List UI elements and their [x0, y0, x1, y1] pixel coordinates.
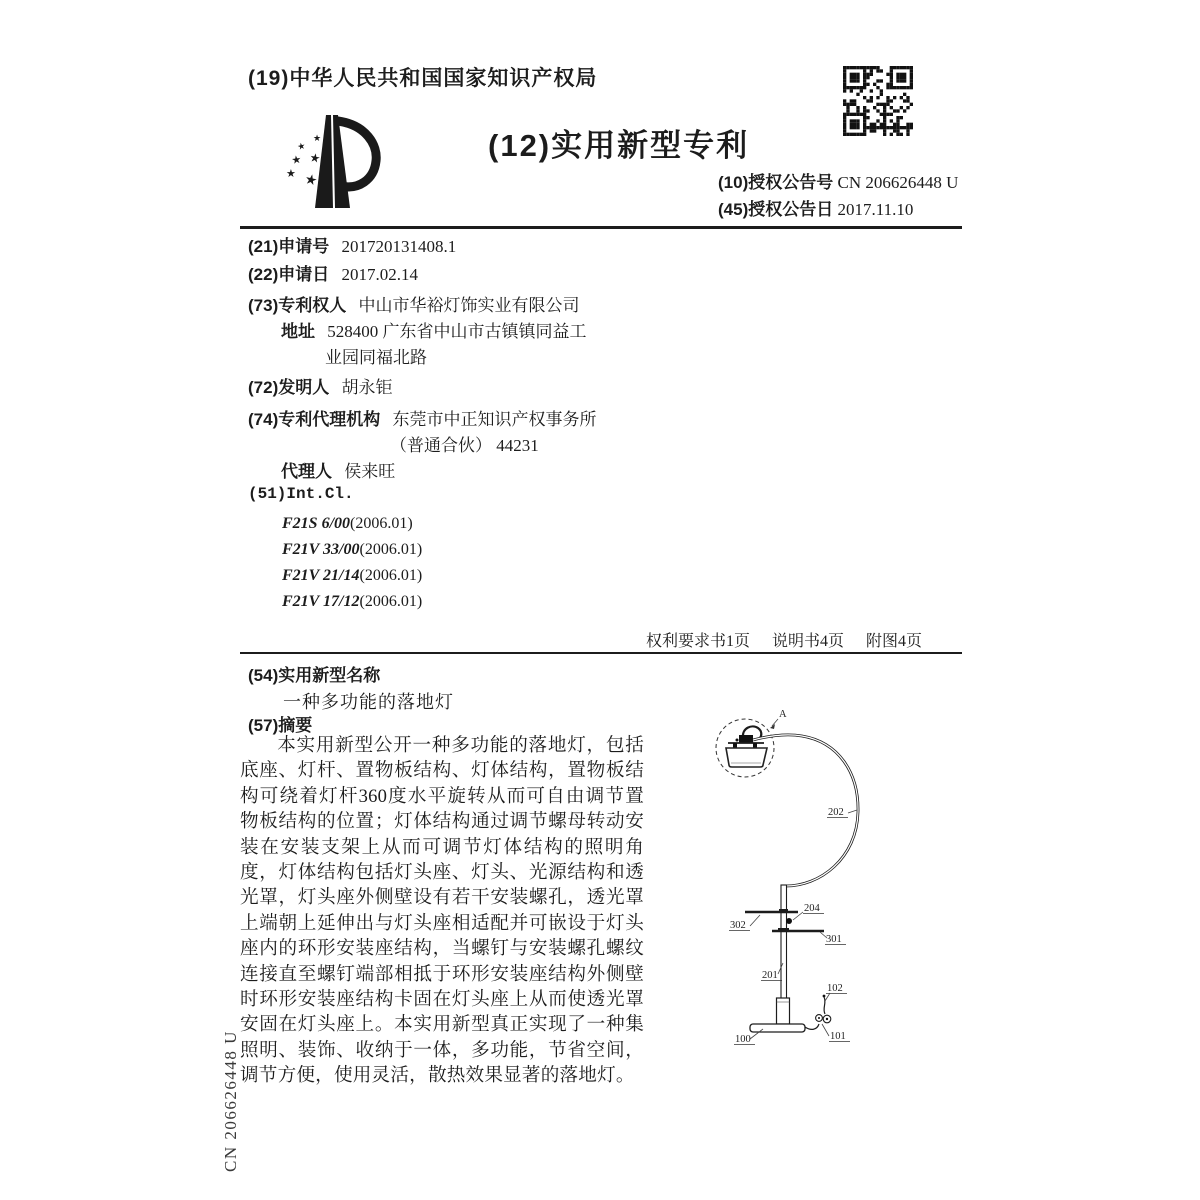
biblio-divider	[240, 652, 962, 654]
ipc-code: F21S 6/00	[282, 515, 351, 532]
header-divider	[240, 226, 962, 229]
agent-row	[281, 457, 395, 482]
ipc-code: F21V 17/12	[282, 593, 360, 610]
application-number-label: (21)申请号	[248, 237, 330, 256]
svg-text:★: ★	[290, 153, 303, 167]
drawings-pages: 附图4页	[865, 633, 922, 650]
utility-model-title: 一种多功能的落地灯	[283, 692, 454, 712]
abstract-text: 本实用新型公开一种多功能的落地灯，包括底座、灯杆、置物板结构、灯体结构，置物板结构可绕着灯杆360度水平旋转从而可自由调节置物板结构的位置；灯体结构通过调节螺母转动安装在安装支架上从而可调节灯体结构的照明角度，灯体结构包括灯头座、灯头、光源结构和透光罩，灯头座外侧壁设有若干安装螺孔，透光罩上端朝上延伸出与灯头座相适配并可嵌设于灯头座内的环形安装座结构，当螺钉与安装螺孔螺纹连接直至螺钉端部相抵于环形安装座结构外侧壁时环形安装座结构卡固在灯头座上从而使透光罩安固在灯头座上。本实用新型真正实现了一种集照明、装饰、收纳于一体，多功能，节省空间，调节方便，使用灵活，散热效果显著的落地灯。	[240, 735, 644, 1087]
publication-number: CN 206626448 U	[837, 173, 959, 192]
agent-name: 侯来旺	[344, 462, 396, 481]
lamp-base	[750, 1024, 805, 1032]
application-number: 201720131408.1	[341, 237, 457, 256]
cnipa-logo-icon	[268, 103, 400, 221]
qr-code	[843, 66, 913, 136]
patentee-label: (73)专利权人	[248, 296, 347, 315]
lamp-shade	[726, 748, 767, 767]
ipc-code: F21V 21/14	[282, 567, 360, 584]
svg-text:★: ★	[286, 168, 296, 180]
int-cl-label: (51)Int.Cl.	[248, 485, 354, 503]
pages-summary	[600, 628, 922, 651]
application-number-row	[248, 232, 456, 257]
classification-row	[282, 591, 422, 611]
label-202: 202	[828, 807, 844, 818]
label-204: 204	[804, 903, 820, 914]
svg-text:★: ★	[303, 172, 319, 190]
ipc-code: F21V 33/00	[282, 541, 360, 558]
svg-text:★: ★	[308, 150, 322, 166]
address-line1: 528400 广东省中山市古镇镇同益工	[327, 322, 587, 341]
lamp-pole	[781, 885, 787, 999]
label-101: 101	[830, 1031, 846, 1042]
ipc-version: (2006.01)	[359, 593, 423, 610]
ipc-version: (2006.01)	[359, 567, 423, 584]
title-section-label: (54)实用新型名称	[248, 666, 381, 685]
publication-date: 2017.11.10	[837, 200, 914, 219]
label-302: 302	[730, 920, 746, 931]
ipc-version: (2006.01)	[359, 541, 423, 558]
publication-number-label: (10)授权公告号	[718, 173, 834, 192]
address-label: 地址	[281, 322, 315, 341]
agency-label: (74)专利代理机构	[248, 410, 381, 429]
classification-row	[282, 513, 413, 533]
svg-text:★: ★	[296, 140, 307, 152]
claims-pages: 权利要求书1页	[645, 633, 750, 650]
patentee-name: 中山市华裕灯饰实业有限公司	[358, 296, 580, 315]
classification-row	[282, 539, 422, 559]
power-plug	[816, 1015, 831, 1023]
publication-date-line	[718, 195, 913, 220]
filing-date-row	[248, 260, 418, 285]
label-100: 100	[735, 1034, 751, 1045]
document-kind-title: (12)实用新型专利	[488, 128, 750, 163]
publication-date-label: (45)授权公告日	[718, 200, 834, 219]
inventor-row	[248, 373, 392, 398]
publication-number-line	[718, 168, 958, 193]
lamp-head	[726, 726, 767, 767]
agency-row	[248, 405, 596, 430]
svg-text:★: ★	[313, 133, 322, 143]
address-line2: 业园同福北路	[325, 348, 427, 367]
label-A: A	[779, 709, 787, 720]
issuing-office: (19)中华人民共和国国家知识产权局	[248, 67, 598, 90]
label-301: 301	[826, 934, 842, 945]
agency-name: 东莞市中正知识产权事务所	[392, 410, 597, 429]
inventor-label: (72)发明人	[248, 378, 330, 397]
filing-date: 2017.02.14	[341, 265, 418, 284]
address-row	[281, 317, 587, 342]
patentee-row	[248, 291, 579, 316]
adjust-knob	[786, 918, 792, 924]
label-102: 102	[827, 983, 843, 994]
abstract-section-label: (57)摘要	[248, 716, 313, 735]
agency-extra: （普通合伙） 44231	[390, 436, 539, 455]
label-201: 201	[762, 970, 778, 981]
inventor-name: 胡永钜	[341, 378, 393, 397]
ipc-version: (2006.01)	[350, 515, 413, 532]
patent-figure	[690, 690, 930, 1070]
edge-document-id: CN 206626448 U	[221, 1030, 240, 1172]
classification-row	[282, 565, 422, 585]
description-pages: 说明书4页	[771, 633, 844, 650]
filing-date-label: (22)申请日	[248, 265, 330, 284]
agent-label: 代理人	[281, 462, 332, 481]
